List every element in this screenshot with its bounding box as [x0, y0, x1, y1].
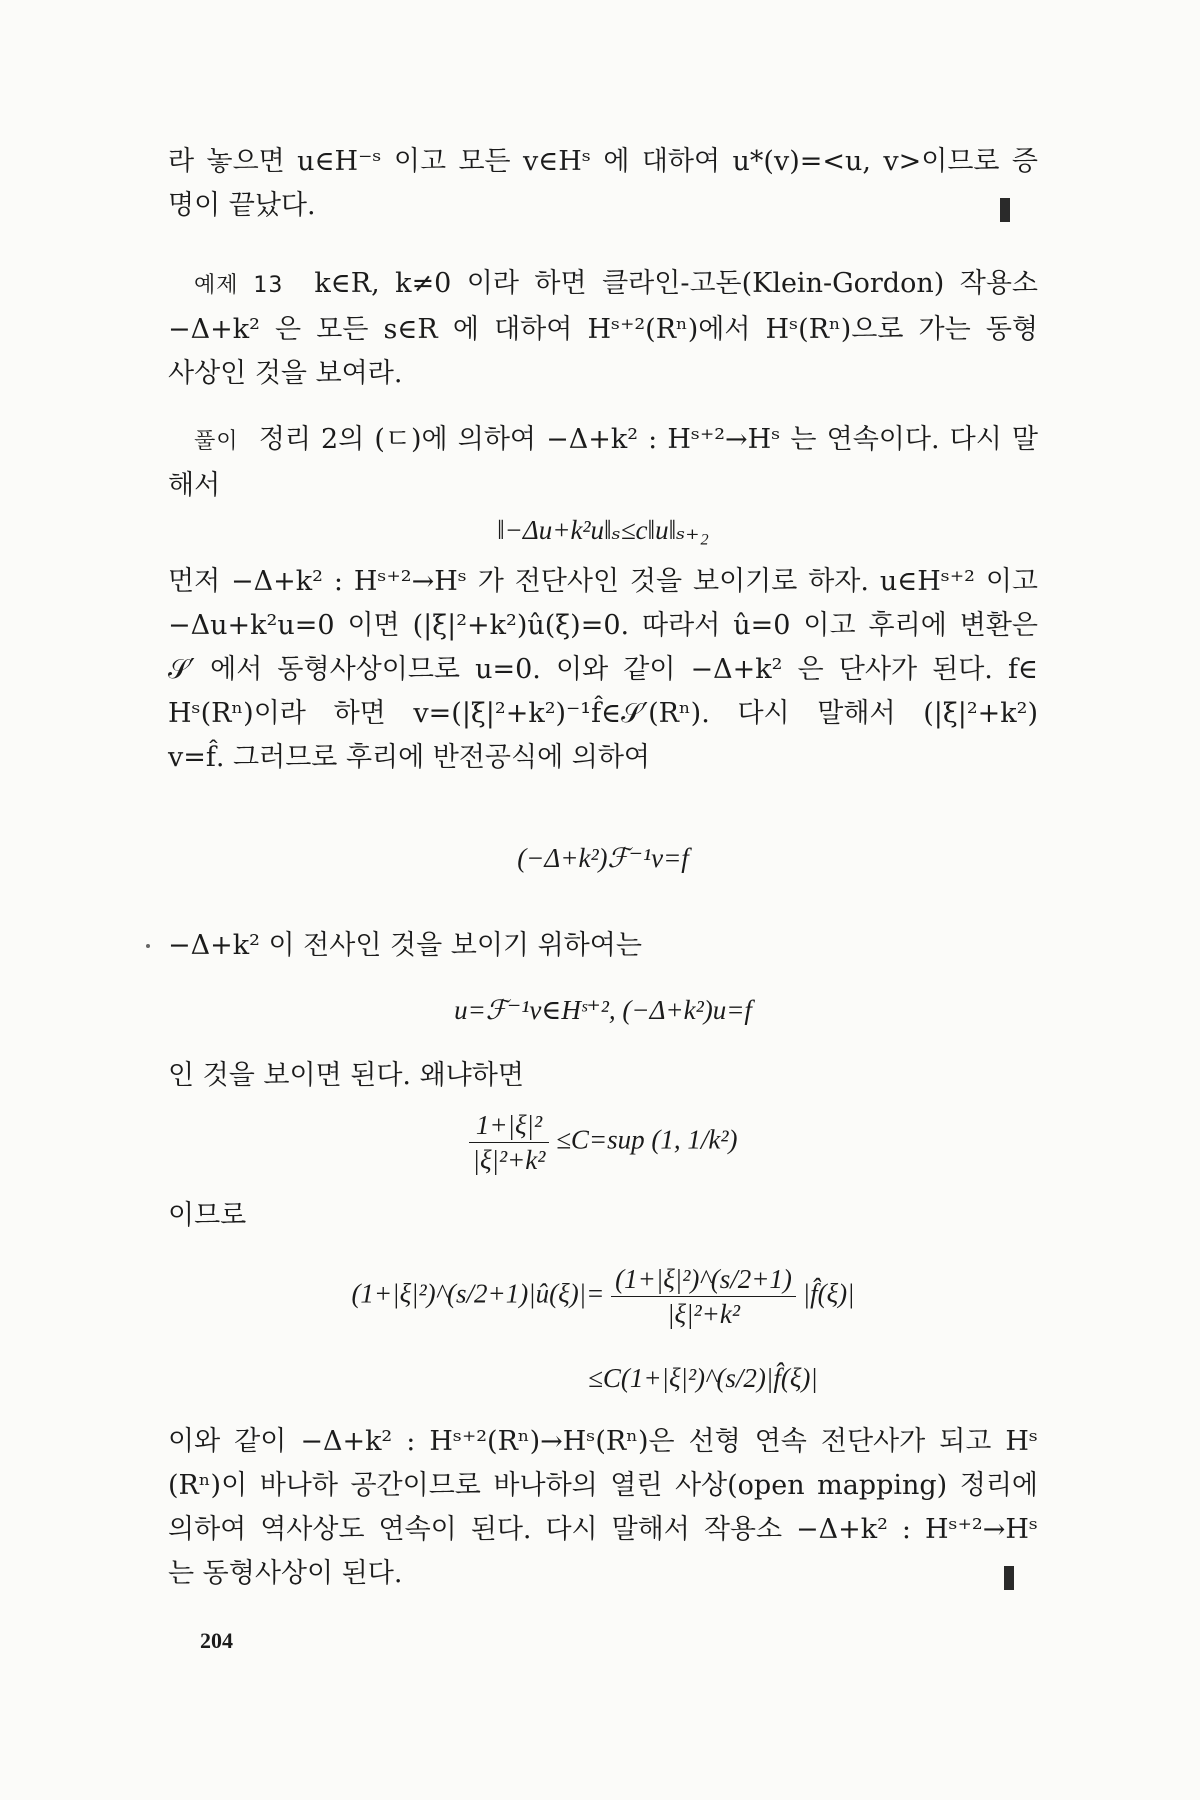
intro-line-2: 명이 끝났다. [168, 190, 316, 221]
p6-line-4: 는 동형사상이 된다. [168, 1558, 403, 1589]
p4-line-1: 인 것을 보이면 된다. 왜냐하면 [168, 1060, 524, 1091]
weighted-right: |f̂(ξ)| [802, 1278, 855, 1309]
equation-weighted-estimate [168, 1262, 1038, 1331]
p2-line-3: 𝒮′ 에서 동형사상이므로 u=0. 이와 같이 −Δ+k² 은 단사가 된다. f∈ [168, 654, 1038, 685]
intro-line-1: 라 놓으면 u∈H⁻ˢ 이고 모든 v∈Hˢ 에 대하여 u*(v)=<u, v>이므로 증 [168, 146, 1038, 177]
p3-line-1: −Δ+k² 이 전사인 것을 보이기 위하여는 [168, 930, 642, 961]
qed-mark-end [1004, 1566, 1014, 1590]
fraction-num: 1+|ξ|² [469, 1108, 550, 1143]
solution-paragraph-6 [168, 1420, 1038, 1596]
p5-line-1: 이므로 [168, 1200, 247, 1231]
solution-paragraph-2 [168, 560, 1038, 780]
margin-mark [146, 944, 150, 948]
p2-line-5: v=f̂. 그러므로 후리에 반전공식에 의하여 [168, 742, 651, 773]
equation-surjective: u=ℱ⁻¹v∈Hˢ⁺², (−Δ+k²)u=f [454, 995, 752, 1025]
example-13 [168, 262, 1038, 396]
solution-line-1: 정리 2의 (ㄷ)에 의하여 −Δ+k² : Hˢ⁺²→Hˢ 는 연속이다. 다시 말 [258, 424, 1038, 455]
equation-norm-bound: ‖−Δu+k²u‖ₛ≤c‖u‖ₛ₊₂ [497, 515, 709, 545]
equation-inverse-fourier: (−Δ+k²)ℱ⁻¹v=f [517, 843, 689, 873]
solution-paragraph-1 [168, 418, 1038, 508]
example-line-2: −Δ+k² 은 모든 s∈R 에 대하여 Hˢ⁺²(Rⁿ)에서 Hˢ(Rⁿ)으로 가는 동형 [168, 314, 1038, 345]
solution-paragraph-5 [168, 1194, 1038, 1238]
p6-line-3: 의하여 역사상도 연속이 된다. 다시 말해서 작용소 −Δ+k² : Hˢ⁺²→Hˢ [168, 1514, 1038, 1545]
intro-paragraph [168, 140, 1038, 228]
page-number: 204 [200, 1628, 233, 1653]
example-line-1: k∈R, k≠0 이라 하면 클라인-고돈(Klein-Gordon) 작용소 [314, 268, 1039, 299]
solution-line-2: 해서 [168, 470, 221, 501]
weighted-den: |ξ|²+k² [667, 1299, 740, 1329]
fraction-weighted [611, 1262, 796, 1331]
fraction-sup [469, 1108, 550, 1177]
fraction-den: |ξ|²+k² [472, 1145, 546, 1175]
solution-paragraph-4 [168, 1054, 1038, 1098]
p2-line-4: Hˢ(Rⁿ)이라 하면 v=(|ξ|²+k²)⁻¹f̂∈𝒮′(Rⁿ). 다시 말해서 (|ξ|²+k²) [168, 698, 1038, 729]
sup-rest: ≤C=sup (1, 1/k²) [556, 1124, 738, 1155]
p2-line-1: 먼저 −Δ+k² : Hˢ⁺²→Hˢ 가 전단사인 것을 보이기로 하자. u∈Hˢ⁺² 이고 [168, 566, 1038, 597]
weighted-left: (1+|ξ|²)^(s/2+1)|û(ξ)|= [351, 1278, 605, 1309]
p2-line-2: −Δu+k²u=0 이면 (|ξ|²+k²)û(ξ)=0. 따라서 û=0 이고 후리에 변환은 [168, 610, 1038, 641]
equation-sup-bound [168, 1108, 1038, 1177]
equation-final-bound: ≤C(1+|ξ|²)^(s/2)|f̂(ξ)| [588, 1363, 818, 1393]
example-label: 예제 13 [194, 273, 284, 298]
p6-line-2: (Rⁿ)이 바나하 공간이므로 바나하의 열린 사상(open mapping) 정리에 [168, 1470, 1038, 1501]
p6-line-1: 이와 같이 −Δ+k² : Hˢ⁺²(Rⁿ)→Hˢ(Rⁿ)은 선형 연속 전단사가 되고 Hˢ [168, 1426, 1038, 1457]
solution-label: 풀이 [194, 429, 239, 454]
example-line-3: 사상인 것을 보여라. [168, 358, 403, 389]
solution-paragraph-3 [168, 924, 1038, 968]
weighted-num: (1+|ξ|²)^(s/2+1) [611, 1262, 796, 1297]
qed-mark [1000, 198, 1010, 222]
